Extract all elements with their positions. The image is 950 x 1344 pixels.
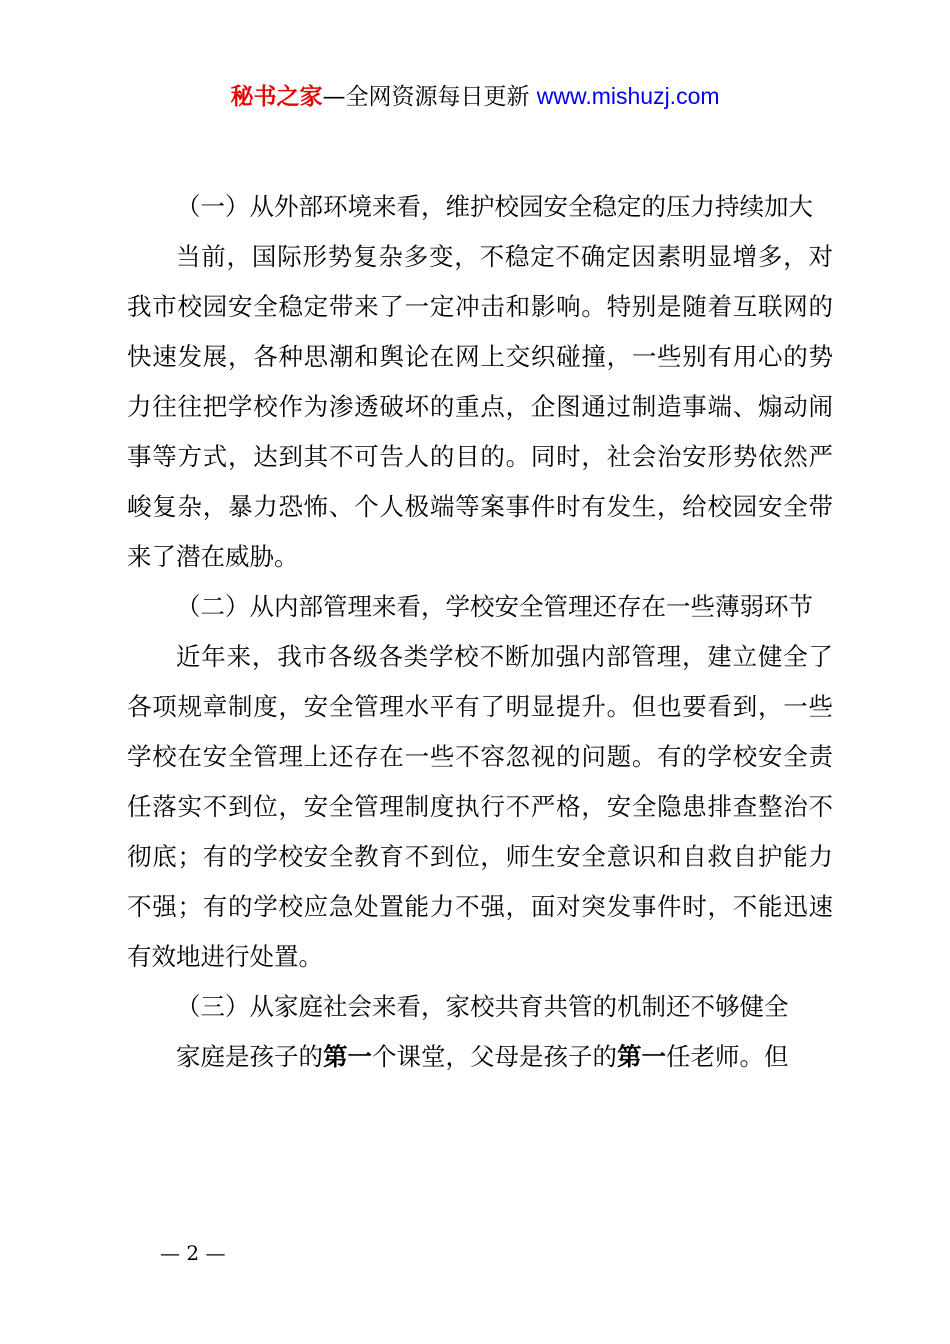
body-paragraph-2: 近年来，我市各级各类学校不断加强内部管理，建立健全了各项规章制度，安全管理水平有了明显提升。但也要看到，一些学校在安全管理上还存在一些不容忽视的问题。有的学校安全责任落实不到位，安全管理制度执行不严格，安全隐患排查整治不彻底；有的学校安全教育不到位，师生安全意识和自救自护能力不强；有的学校应急处置能力不强，面对突发事件时，不能迅速有效地进行处置。 [127, 642, 833, 971]
document-body [127, 182, 833, 1082]
page-number: — 2 — [160, 1241, 226, 1265]
bold-text-run: 第一 [617, 1042, 666, 1071]
site-url-link[interactable]: www.mishuzj.com [536, 83, 720, 109]
brand-name: 秘书之家 [230, 84, 323, 110]
text-run: 家庭是孩子的 [176, 1042, 323, 1071]
site-header [0, 80, 950, 113]
header-tagline: —全网资源每日更新 [322, 84, 530, 110]
text-run: 个课堂，父母是孩子的 [372, 1042, 617, 1071]
section-heading-2: （二）从内部管理来看，学校安全管理还存在一些薄弱环节 [176, 592, 813, 621]
body-paragraph-1: 当前，国际形势复杂多变，不稳定不确定因素明显增多，对我市校园安全稳定带来了一定冲击和影响。特别是随着互联网的快速发展，各种思潮和舆论在网上交织碰撞，一些别有用心的势力往往把学校作为渗透破坏的重点，企图通过制造事端、煽动闹事等方式，达到其不可告人的目的。同时，社会治安形势依然严峻复杂，暴力恐怖、个人极端等案事件时有发生，给校园安全带来了潜在威胁。 [127, 242, 833, 571]
bold-text-run: 第一 [323, 1042, 372, 1071]
section-heading-3: （三）从家庭社会来看，家校共育共管的机制还不够健全 [176, 992, 789, 1021]
text-run: 任老师。但 [666, 1042, 789, 1071]
body-paragraph-3 [127, 1032, 833, 1082]
section-heading-1: （一）从外部环境来看，维护校园安全稳定的压力持续加大 [176, 192, 813, 221]
